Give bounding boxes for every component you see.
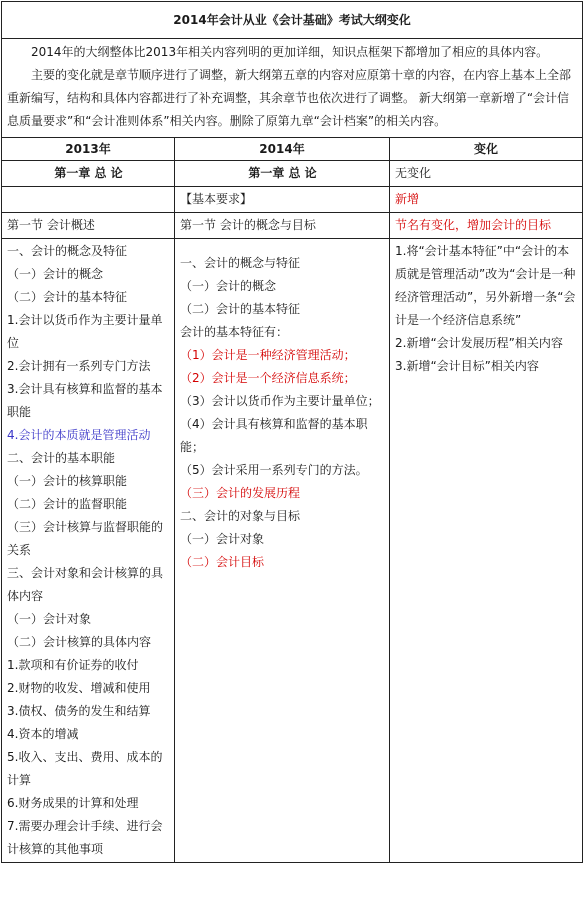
change-note: 2.新增“会计发展历程”相关内容	[395, 336, 563, 350]
outline-item-2014: （5）会计采用一系列专门的方法。	[180, 463, 368, 477]
content-2014	[175, 239, 390, 863]
chapter-change: 无变化	[390, 161, 583, 187]
outline-item-2013: 二、会计的基本职能	[7, 451, 116, 465]
outline-item-2013: （一）会计对象	[7, 612, 92, 626]
basic-2013	[2, 187, 175, 213]
basic-requirements-2014: 【基本要求】	[175, 187, 390, 213]
outline-item-2013: 7.需要办理会计手续、进行会计核算的其他事项	[7, 819, 163, 856]
outline-item-2013: （一）会计的概念	[7, 267, 104, 281]
header-2014: 2014年	[175, 138, 390, 161]
document	[1, 1, 582, 863]
outline-item-2014: 一、会计的概念与特征	[180, 256, 301, 270]
document-title: 2014年会计从业《会计基础》考试大纲变化	[2, 2, 583, 39]
outline-item-2014: （三）会计的发展历程	[180, 486, 301, 500]
syllabus-table	[1, 1, 583, 863]
outline-item-2014: （一）会计对象	[180, 532, 265, 546]
outline-item-2014: （二）会计的基本特征	[180, 302, 301, 316]
section-2014: 第一节 会计的概念与目标	[175, 213, 390, 239]
outline-item-2014: （4）会计具有核算和监督的基本职能；	[180, 417, 368, 454]
outline-item-2013: （二）会计核算的具体内容	[7, 635, 152, 649]
outline-item-2013: 6.财务成果的计算和处理	[7, 796, 139, 810]
content-change	[390, 239, 583, 863]
outline-item-2014: （二）会计目标	[180, 555, 265, 569]
change-note: 3.新增“会计目标”相关内容	[395, 359, 539, 373]
outline-item-2013: 3.债权、债务的发生和结算	[7, 704, 151, 718]
outline-item-2013: 3.会计具有核算和监督的基本职能	[7, 382, 163, 419]
outline-item-2013: （一）会计的核算职能	[7, 474, 128, 488]
section-change: 节名有变化，增加会计的目标	[390, 213, 583, 239]
outline-item-2013: （三）会计核算与监督职能的关系	[7, 520, 164, 557]
outline-item-2013: 4.资本的增减	[7, 727, 79, 741]
chapter-2014: 第一章 总 论	[175, 161, 390, 187]
header-change: 变化	[390, 138, 583, 161]
outline-item-2014: （一）会计的概念	[180, 279, 277, 293]
chapter-2013: 第一章 总 论	[2, 161, 175, 187]
outline-item-2013: 2.会计拥有一系列专门方法	[7, 359, 151, 373]
change-note: 1.将“会计基本特征”中“会计的本质就是管理活动”改为“会计是一种经济管理活动”，另外新增一条“会计是一个经济信息系统”	[395, 244, 576, 327]
intro-paragraphs	[2, 39, 583, 138]
outline-item-2013: 2.财物的收发、增减和使用	[7, 681, 151, 695]
content-2013	[2, 239, 175, 863]
outline-item-2013: 5.收入、支出、费用、成本的计算	[7, 750, 163, 787]
header-2013: 2013年	[2, 138, 175, 161]
outline-item-2013: （二）会计的基本特征	[7, 290, 128, 304]
outline-item-2013: 1.款项和有价证券的收付	[7, 658, 139, 672]
section-2013: 第一节 会计概述	[2, 213, 175, 239]
outline-item-2014: （1）会计是一种经济管理活动；	[180, 348, 356, 362]
outline-item-2013: 1.会计以货币作为主要计量单位	[7, 313, 163, 350]
intro-paragraph-2: 主要的变化就是章节顺序进行了调整，新大纲第五章的内容对应原第十章的内容，在内容上基本上全部重新编写，结构和具体内容都进行了补充调整，其余章节也依次进行了调整。 新大纲第一章新增了“会计信息质量要求”和“会计准则体系”相关内容。删除了原第九章“会计档案”的相关内容。	[7, 68, 572, 128]
outline-item-2013: 一、会计的概念及特征	[7, 244, 128, 258]
outline-item-2014: 二、会计的对象与目标	[180, 509, 301, 523]
outline-item-2013: 三、会计对象和会计核算的具体内容	[7, 566, 164, 603]
outline-item-2014: （2）会计是一个经济信息系统；	[180, 371, 356, 385]
intro-paragraph-1: 2014年的大纲整体比2013年相关内容列明的更加详细，知识点框架下都增加了相应的具体内容。	[31, 45, 549, 59]
outline-item-2014: （3）会计以货币作为主要计量单位；	[180, 394, 380, 408]
basic-change: 新增	[390, 187, 583, 213]
outline-item-2013: （二）会计的监督职能	[7, 497, 128, 511]
outline-item-2013: 4.会计的本质就是管理活动	[7, 428, 151, 442]
outline-item-2014: 会计的基本特征有：	[180, 325, 289, 339]
